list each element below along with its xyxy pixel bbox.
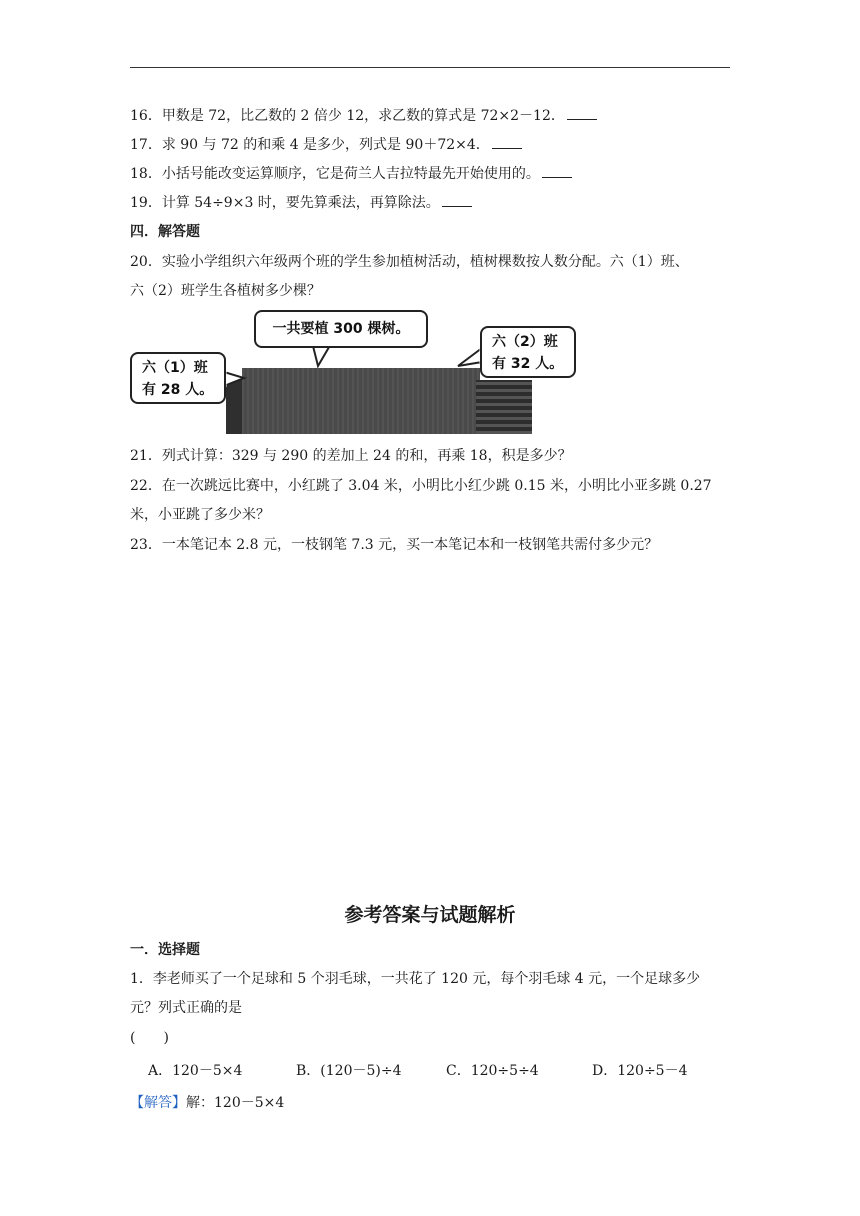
answer-blank[interactable]: [542, 165, 572, 178]
question-16-text: 16．甲数是 72，比乙数的 2 倍少 12，求乙数的算式是 72×2－12．: [130, 108, 565, 124]
bubble-class2-line2: 有 32 人。: [492, 356, 564, 372]
bubble-total-text: 一共要植 300 棵树。: [272, 321, 410, 337]
question-20-line2: 六（2）班学生各植树多少棵？: [130, 283, 321, 299]
question-19: [130, 193, 472, 213]
header-rule: [130, 67, 730, 68]
solution-line: [130, 1093, 284, 1113]
option-a[interactable]: A．120－5×4: [148, 1063, 243, 1079]
answer-question-1-line2: 元？列式正确的是: [130, 1000, 242, 1016]
answer-blank[interactable]: [442, 194, 472, 207]
question-19-text: 19．计算 54÷9×3 时，要先算乘法，再算除法。: [130, 195, 440, 211]
tree-planting-illustration: [130, 310, 564, 434]
answer-blank[interactable]: [492, 136, 522, 149]
option-c[interactable]: C．120÷5÷4: [446, 1063, 539, 1079]
option-b[interactable]: B．(120－5)÷4: [296, 1063, 402, 1079]
question-18: [130, 164, 572, 184]
question-22-line2: 米，小亚跳了多少米？: [130, 507, 270, 523]
question-23: 23．一本笔记本 2.8 元，一枝钢笔 7.3 元，买一本笔记本和一枝钢笔共需付多少元？: [130, 537, 659, 553]
answer-question-1-line1: 1．李老师买了一个足球和 5 个羽毛球，一共花了 120 元，每个羽毛球 4 元，一个足球多少: [130, 971, 701, 987]
bubble-class2-line1: 六（2）班: [492, 334, 558, 350]
question-17: [130, 135, 522, 155]
question-21: 21．列式计算：329 与 290 的差加上 24 的和，再乘 18，积是多少？: [130, 448, 572, 464]
students-right: [476, 380, 532, 434]
speech-bubble-class1: [130, 352, 226, 404]
question-18-text: 18．小括号能改变运算顺序，它是荷兰人吉拉特最先开始使用的。: [130, 166, 540, 182]
solution-text: 解：120－5×4: [186, 1095, 285, 1111]
question-20-line1: 20．实验小学组织六年级两个班的学生参加植树活动，植树棵数按人数分配。六（1）班、: [130, 254, 689, 270]
answers-title: 参考答案与试题解析: [344, 904, 516, 926]
speech-bubble-total: [254, 310, 428, 348]
blackboard: [242, 368, 480, 434]
section-heading-4: 四．解答题: [130, 224, 200, 240]
bubble-class1-line1: 六（1）班: [142, 360, 208, 376]
solution-tag: 【解答】: [130, 1095, 186, 1111]
question-22-line1: 22．在一次跳远比赛中，小红跳了 3.04 米，小明比小红少跳 0.15 米，小明比小亚多跳 0.27: [130, 478, 712, 494]
question-16: [130, 106, 597, 126]
bubble-class1-line2: 有 28 人。: [142, 382, 214, 398]
question-17-text: 17．求 90 与 72 的和乘 4 是多少，列式是 90＋72×4．: [130, 137, 490, 153]
option-d[interactable]: D．120÷5－4: [592, 1063, 688, 1079]
speech-bubble-class2: [480, 326, 576, 378]
section-heading-1: 一．选择题: [130, 942, 200, 958]
answer-blank[interactable]: [567, 107, 597, 120]
answer-paren: ( ): [130, 1030, 169, 1046]
